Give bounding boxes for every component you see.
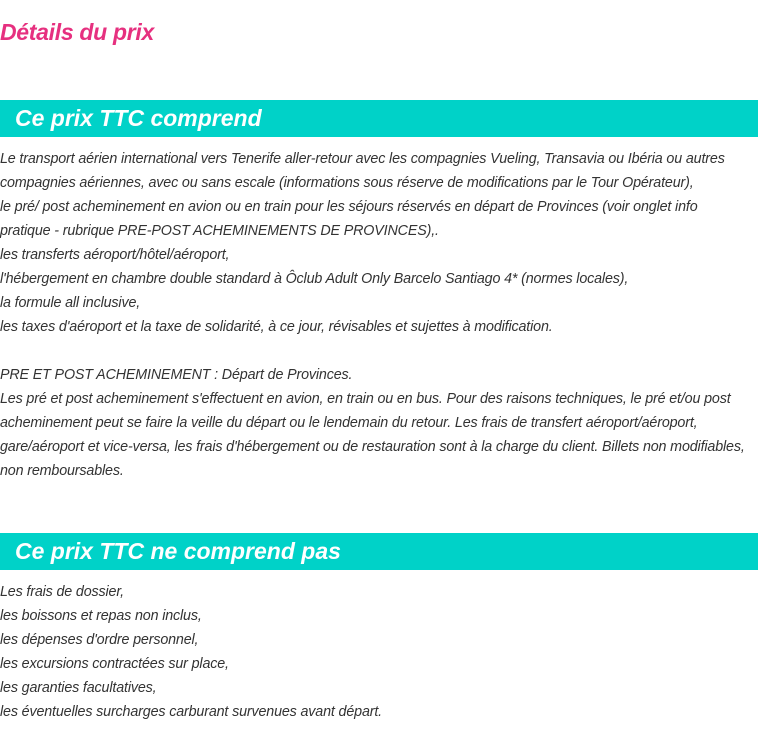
included-line: les taxes d'aéroport et la taxe de solidarité, à ce jour, révisables et sujettes à modification. <box>0 319 553 335</box>
excluded-line: les dépenses d'ordre personnel, <box>0 632 199 648</box>
excluded-section-header <box>0 533 758 570</box>
page-title: Détails du prix <box>0 19 154 45</box>
included-line: la formule all inclusive, <box>0 295 141 311</box>
included-line: le pré/ post acheminement en avion ou en train pour les séjours réservés en départ de Provinces (voir onglet info <box>0 199 698 215</box>
excluded-details <box>0 580 758 724</box>
excluded-line: Les frais de dossier, <box>0 584 125 600</box>
excluded-line: les excursions contractées sur place, <box>0 656 229 672</box>
included-line: pratique - rubrique PRE-POST ACHEMINEMENTS DE PROVINCES),. <box>0 223 439 239</box>
excluded-line: les boissons et repas non inclus, <box>0 608 202 624</box>
paragraph-gap <box>0 339 758 363</box>
acheminement-line: acheminement peut se faire la veille du départ ou le lendemain du retour. Les frais de transfert aéroport/aéroport, <box>0 415 698 431</box>
included-line: Le transport aérien international vers Tenerife aller-retour avec les compagnies Vueling, Transavia ou Ibéria ou autres <box>0 151 725 167</box>
acheminement-line: Les pré et post acheminement s'effectuent en avion, en train ou en bus. Pour des raisons techniques, le pré et/ou post <box>0 391 731 407</box>
acheminement-line: gare/aéroport et vice-versa, les frais d'hébergement ou de restauration sont à la charge du client. Billets non modifiables, <box>0 439 745 455</box>
included-section-title: Ce prix TTC comprend <box>15 105 262 131</box>
acheminement-heading: PRE ET POST ACHEMINEMENT : Départ de Provinces. <box>0 367 353 383</box>
included-line: compagnies aériennes, avec ou sans escale (informations sous réserve de modifications par le Tour Opérateur), <box>0 175 694 191</box>
included-line: les transferts aéroport/hôtel/aéroport, <box>0 247 230 263</box>
included-line: l'hébergement en chambre double standard à Ôclub Adult Only Barcelo Santiago 4* (normes locales), <box>0 271 629 287</box>
excluded-line: les éventuelles surcharges carburant survenues avant départ. <box>0 704 383 720</box>
included-details <box>0 147 758 483</box>
excluded-section-title: Ce prix TTC ne comprend pas <box>15 538 341 564</box>
included-section-header <box>0 100 758 137</box>
acheminement-line: non remboursables. <box>0 463 124 479</box>
excluded-line: les garanties facultatives, <box>0 680 157 696</box>
